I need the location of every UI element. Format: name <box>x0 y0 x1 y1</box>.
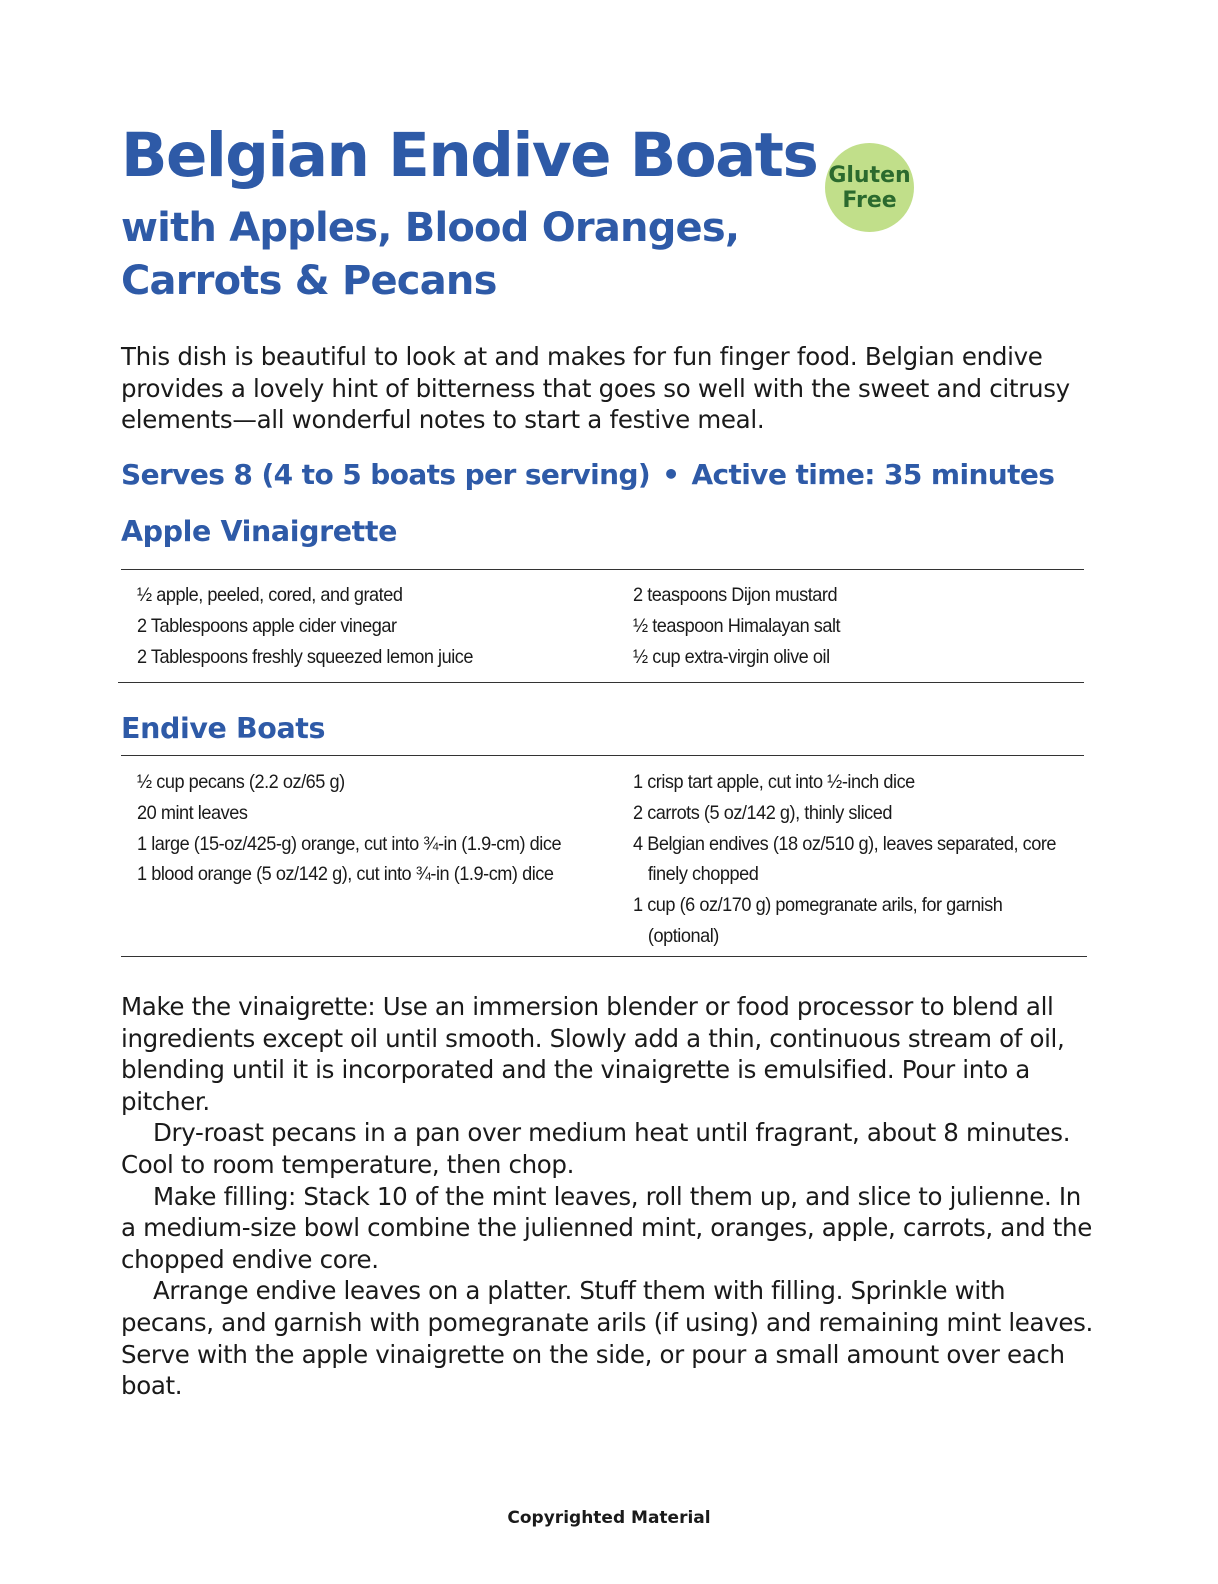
method-step: Dry-roast pecans in a pan over medium heat until fragrant, about 8 minutes. Cool to room temperature, then chop. <box>121 1118 1071 1179</box>
ingredient-item: 1 cup (6 oz/170 g) pomegranate arils, for garnish (optional) <box>633 894 1003 947</box>
recipe-meta <box>121 455 1054 495</box>
boats-bottom-rule <box>121 956 1087 957</box>
copyright-footer: Copyrighted Material <box>507 1508 711 1528</box>
vinaigrette-ingredients-right <box>633 580 1070 672</box>
vinaigrette-top-rule <box>121 569 1084 570</box>
ingredient-item: 2 teaspoons Dijon mustard <box>633 584 838 606</box>
boats-ingredients-left <box>137 767 574 890</box>
ingredient-item: ½ cup extra-virgin olive oil <box>633 645 830 668</box>
vinaigrette-bottom-rule <box>118 682 1084 683</box>
method-step: Make the vinaigrette: Use an immersion blender or food processor to blend all ingredients except oil until smooth. Slowly add a thin, continuous stream of oil, blending until it is incorporated and the vinaigrette is emulsified. Pour into a pitcher. <box>121 992 1065 1116</box>
serves-info: Serves 8 (4 to 5 boats per serving) <box>121 458 651 491</box>
ingredient-item: ½ apple, peeled, cored, and grated <box>137 584 403 606</box>
boats-heading: Endive Boats <box>121 712 326 745</box>
recipe-subtitle: with Apples, Blood Oranges, Carrots & Pecans <box>121 205 740 304</box>
ingredient-item: ½ teaspoon Himalayan salt <box>633 614 841 637</box>
ingredient-item: 1 large (15-oz/425-g) orange, cut into ¾-in (1.9-cm) dice <box>137 832 562 855</box>
ingredient-item: 1 crisp tart apple, cut into ½-inch dice <box>633 771 915 793</box>
ingredient-item: 2 carrots (5 oz/142 g), thinly sliced <box>633 801 892 824</box>
ingredient-item: ½ cup pecans (2.2 oz/65 g) <box>137 771 345 793</box>
ingredient-item: 2 Tablespoons freshly squeezed lemon juice <box>137 645 474 668</box>
vinaigrette-heading: Apple Vinaigrette <box>121 515 398 548</box>
ingredient-item: 20 mint leaves <box>137 801 248 824</box>
badge-line-1: Gluten <box>828 162 911 188</box>
active-time-info: Active time: 35 minutes <box>691 458 1055 491</box>
boats-top-rule <box>121 755 1084 756</box>
gluten-free-badge <box>825 143 914 232</box>
vinaigrette-ingredients-left <box>137 580 574 672</box>
badge-line-2: Free <box>842 187 897 213</box>
method-step: Make filling: Stack 10 of the mint leaves, roll them up, and slice to julienne. In a medium-size bowl combine the julienned mint, oranges, apple, carrots, and the chopped endive core. <box>121 1181 1092 1274</box>
recipe-method <box>121 991 1096 1402</box>
ingredient-item: 4 Belgian endives (18 oz/510 g), leaves separated, core finely chopped <box>633 832 1057 886</box>
recipe-intro: This dish is beautiful to look at and makes for fun finger food. Belgian endive provides a lovely hint of bitterness that goes so well with the sweet and citrusy elements—all wonderful notes to start a festive meal. <box>121 342 1070 434</box>
meta-separator: • <box>662 458 680 491</box>
method-step: Arrange endive leaves on a platter. Stuff them with filling. Sprinkle with pecans, and garnish with pomegranate arils (if using) and remaining mint leaves. Serve with the apple vinaigrette on the side, or pour a small amount over each boat. <box>121 1276 1093 1401</box>
boats-ingredients-right <box>633 767 1065 952</box>
ingredient-item: 2 Tablespoons apple cider vinegar <box>137 614 397 637</box>
ingredient-item: 1 blood orange (5 oz/142 g), cut into ¾-in (1.9-cm) dice <box>137 863 554 886</box>
recipe-title: Belgian Endive Boats <box>121 120 818 191</box>
